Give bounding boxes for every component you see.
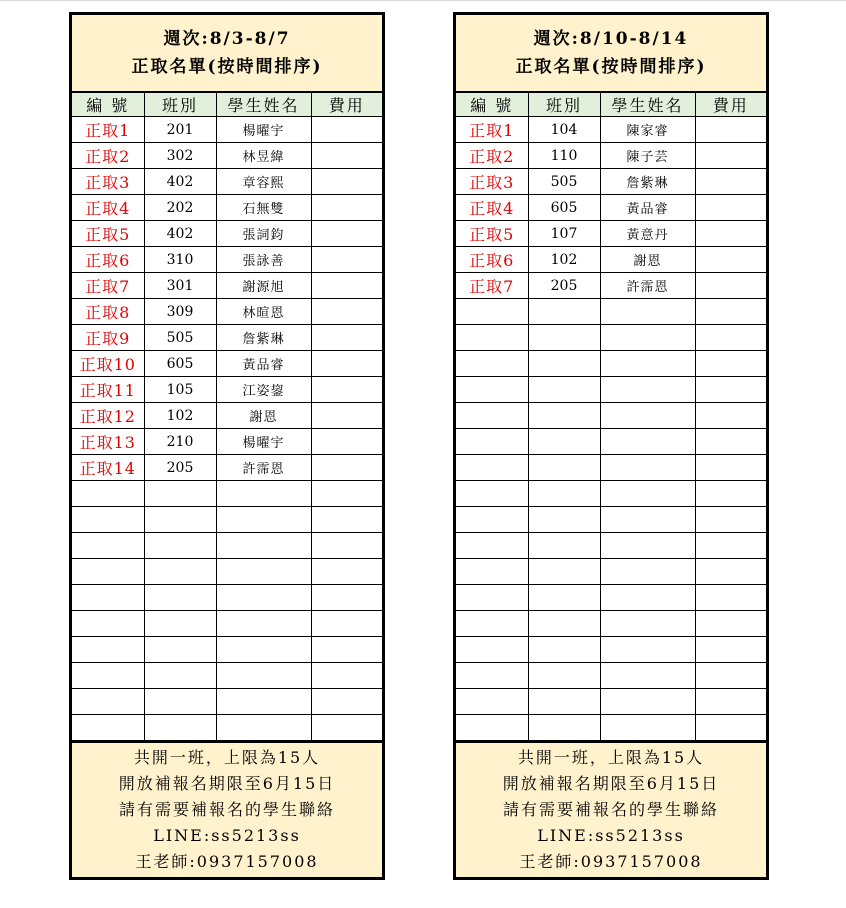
table-row	[456, 143, 766, 169]
cell-student-name	[600, 559, 695, 585]
cell-fee	[311, 325, 382, 351]
cell-student-name	[216, 611, 311, 637]
cell-number	[72, 611, 144, 637]
panel-header	[456, 15, 766, 93]
cell-fee	[695, 611, 766, 637]
table-row	[456, 689, 766, 715]
table-row	[72, 507, 382, 533]
table-row	[72, 481, 382, 507]
cell-fee	[311, 377, 382, 403]
cell-class	[144, 663, 216, 689]
cell-fee	[695, 143, 766, 169]
cell-number	[456, 403, 528, 429]
cell-number: 正取5	[72, 221, 144, 247]
cell-class: 205	[144, 455, 216, 481]
cell-fee	[695, 429, 766, 455]
footer-phone: 王老師:0937157008	[135, 852, 319, 871]
panel-header	[72, 15, 382, 93]
table-row	[456, 299, 766, 325]
cell-class: 104	[528, 117, 600, 143]
cell-class: 505	[528, 169, 600, 195]
table-row	[456, 221, 766, 247]
cell-fee	[695, 221, 766, 247]
cell-number	[72, 481, 144, 507]
table-row	[72, 533, 382, 559]
table-row	[456, 455, 766, 481]
cell-fee	[311, 689, 382, 715]
cell-fee	[695, 663, 766, 689]
cell-student-name	[600, 715, 695, 741]
cell-fee	[311, 247, 382, 273]
footer-line-id: LINE:ss5213ss	[537, 826, 685, 845]
cell-class: 210	[144, 429, 216, 455]
cell-student-name: 許霈恩	[600, 273, 695, 299]
cell-fee	[311, 169, 382, 195]
cell-fee	[695, 325, 766, 351]
table-row	[456, 559, 766, 585]
cell-class: 505	[144, 325, 216, 351]
table-row	[72, 299, 382, 325]
cell-fee	[311, 273, 382, 299]
cell-student-name	[216, 481, 311, 507]
table-row	[456, 351, 766, 377]
cell-fee	[695, 403, 766, 429]
table-row	[456, 117, 766, 143]
cell-number: 正取14	[72, 455, 144, 481]
cell-number	[72, 585, 144, 611]
cell-class	[528, 351, 600, 377]
cell-student-name	[600, 533, 695, 559]
cell-fee	[695, 247, 766, 273]
cell-number	[456, 689, 528, 715]
cell-fee	[695, 481, 766, 507]
table-row	[72, 663, 382, 689]
cell-class: 105	[144, 377, 216, 403]
cell-fee	[695, 377, 766, 403]
col-class: 班別	[528, 93, 600, 117]
week-title: 週次:8/10-8/14	[533, 29, 689, 49]
col-student-name: 學生姓名	[600, 93, 695, 117]
cell-student-name	[600, 429, 695, 455]
cell-fee	[311, 455, 382, 481]
cell-class	[528, 611, 600, 637]
cell-class	[528, 377, 600, 403]
cell-number	[456, 325, 528, 351]
cell-student-name: 詹紫琳	[216, 325, 311, 351]
cell-fee	[311, 585, 382, 611]
cell-number	[456, 585, 528, 611]
table-row	[72, 143, 382, 169]
cell-class	[528, 715, 600, 741]
cell-student-name: 楊曜宇	[216, 117, 311, 143]
cell-number: 正取11	[72, 377, 144, 403]
cell-fee	[695, 169, 766, 195]
table-row	[72, 195, 382, 221]
table-row	[72, 117, 382, 143]
cell-student-name: 章容熙	[216, 169, 311, 195]
cell-fee	[695, 585, 766, 611]
cell-student-name: 林暄恩	[216, 299, 311, 325]
cell-number	[72, 559, 144, 585]
cell-number: 正取1	[456, 117, 528, 143]
cell-student-name	[600, 455, 695, 481]
table-row	[72, 403, 382, 429]
cell-class	[144, 689, 216, 715]
cell-class	[144, 611, 216, 637]
footer-capacity: 共開一班，上限為15人	[133, 748, 321, 767]
cell-class: 402	[144, 169, 216, 195]
footer-phone: 王老師:0937157008	[519, 852, 703, 871]
cell-fee	[695, 117, 766, 143]
cell-student-name	[600, 689, 695, 715]
col-class: 班別	[144, 93, 216, 117]
cell-class: 309	[144, 299, 216, 325]
cell-number	[456, 559, 528, 585]
col-number: 編 號	[456, 93, 528, 117]
column-header-row	[456, 93, 766, 117]
panel-footer	[456, 740, 766, 877]
table-row	[456, 195, 766, 221]
cell-class	[144, 715, 216, 741]
panel-footer	[72, 740, 382, 877]
table-row	[456, 403, 766, 429]
cell-student-name: 林昱緯	[216, 143, 311, 169]
cell-student-name	[216, 689, 311, 715]
cell-class	[144, 507, 216, 533]
cell-student-name: 張詞鈞	[216, 221, 311, 247]
cell-student-name: 楊曜宇	[216, 429, 311, 455]
cell-class: 201	[144, 117, 216, 143]
cell-class	[144, 637, 216, 663]
cell-class	[528, 481, 600, 507]
cell-number	[456, 663, 528, 689]
table-row	[456, 533, 766, 559]
cell-number	[456, 507, 528, 533]
cell-number: 正取6	[72, 247, 144, 273]
cell-student-name	[600, 351, 695, 377]
cell-class	[528, 559, 600, 585]
table-row	[456, 637, 766, 663]
cell-student-name	[216, 585, 311, 611]
table-row	[456, 273, 766, 299]
cell-student-name	[216, 715, 311, 741]
cell-student-name	[600, 299, 695, 325]
cell-fee	[311, 299, 382, 325]
cell-class: 205	[528, 273, 600, 299]
footer-deadline: 開放補報名期限至6月15日	[502, 774, 720, 793]
cell-class: 310	[144, 247, 216, 273]
cell-student-name	[216, 533, 311, 559]
cell-number	[456, 611, 528, 637]
cell-fee	[311, 351, 382, 377]
cell-student-name: 江姿鋆	[216, 377, 311, 403]
table-row	[72, 351, 382, 377]
cell-fee	[311, 221, 382, 247]
cell-number: 正取4	[456, 195, 528, 221]
cell-number: 正取3	[456, 169, 528, 195]
cell-number: 正取9	[72, 325, 144, 351]
cell-number: 正取2	[72, 143, 144, 169]
cell-fee	[311, 403, 382, 429]
cell-student-name	[600, 377, 695, 403]
table-row	[72, 715, 382, 741]
cell-student-name	[216, 507, 311, 533]
roster-table	[72, 93, 382, 740]
table-row	[72, 429, 382, 455]
cell-student-name: 黃品睿	[216, 351, 311, 377]
cell-fee	[695, 507, 766, 533]
table-row	[72, 169, 382, 195]
week-panel-1	[69, 12, 385, 880]
cell-number: 正取2	[456, 143, 528, 169]
cell-student-name	[216, 559, 311, 585]
cell-fee	[311, 715, 382, 741]
cell-number: 正取10	[72, 351, 144, 377]
cell-class	[528, 533, 600, 559]
cell-student-name	[600, 507, 695, 533]
table-row	[72, 273, 382, 299]
cell-number: 正取12	[72, 403, 144, 429]
cell-student-name: 謝恩	[600, 247, 695, 273]
roster-table	[456, 93, 766, 740]
cell-fee	[695, 689, 766, 715]
cell-fee	[695, 637, 766, 663]
cell-number: 正取6	[456, 247, 528, 273]
cell-fee	[311, 533, 382, 559]
cell-number	[456, 637, 528, 663]
list-subtitle: 正取名單(按時間排序)	[515, 57, 707, 77]
cell-number	[456, 299, 528, 325]
cell-class	[528, 325, 600, 351]
cell-class	[528, 507, 600, 533]
cell-number: 正取1	[72, 117, 144, 143]
table-row	[456, 169, 766, 195]
cell-student-name: 謝恩	[216, 403, 311, 429]
cell-class	[144, 559, 216, 585]
cell-number: 正取13	[72, 429, 144, 455]
cell-number: 正取8	[72, 299, 144, 325]
cell-class: 110	[528, 143, 600, 169]
footer-contact-note: 請有需要補報名的學生聯絡	[118, 800, 335, 819]
cell-student-name: 許霈恩	[216, 455, 311, 481]
footer-deadline: 開放補報名期限至6月15日	[118, 774, 336, 793]
cell-class: 605	[528, 195, 600, 221]
cell-number	[456, 429, 528, 455]
cell-class: 102	[528, 247, 600, 273]
cell-student-name	[216, 663, 311, 689]
table-row	[456, 325, 766, 351]
cell-class: 402	[144, 221, 216, 247]
cell-fee	[695, 533, 766, 559]
cell-student-name: 黃意丹	[600, 221, 695, 247]
cell-number	[456, 481, 528, 507]
cell-number: 正取4	[72, 195, 144, 221]
cell-class	[528, 689, 600, 715]
cell-fee	[695, 715, 766, 741]
table-row	[456, 481, 766, 507]
cell-class: 605	[144, 351, 216, 377]
cell-student-name	[600, 611, 695, 637]
table-row	[456, 247, 766, 273]
cell-number	[456, 455, 528, 481]
cell-fee	[311, 637, 382, 663]
cell-class: 202	[144, 195, 216, 221]
cell-fee	[311, 429, 382, 455]
list-subtitle: 正取名單(按時間排序)	[131, 57, 323, 77]
cell-student-name: 陳子芸	[600, 143, 695, 169]
table-row	[72, 221, 382, 247]
cell-fee	[311, 663, 382, 689]
table-row	[72, 585, 382, 611]
table-row	[72, 377, 382, 403]
cell-fee	[695, 273, 766, 299]
table-row	[456, 377, 766, 403]
cell-number	[72, 689, 144, 715]
col-student-name: 學生姓名	[216, 93, 311, 117]
cell-student-name	[600, 325, 695, 351]
cell-class	[144, 481, 216, 507]
cell-class	[144, 533, 216, 559]
cell-student-name: 謝源旭	[216, 273, 311, 299]
cell-number: 正取5	[456, 221, 528, 247]
cell-number: 正取7	[72, 273, 144, 299]
cell-student-name: 詹紫琳	[600, 169, 695, 195]
cell-class: 107	[528, 221, 600, 247]
table-row	[456, 507, 766, 533]
cell-number	[72, 715, 144, 741]
cell-class	[528, 299, 600, 325]
cell-fee	[695, 455, 766, 481]
footer-capacity: 共開一班，上限為15人	[517, 748, 705, 767]
column-header-row	[72, 93, 382, 117]
cell-fee	[695, 195, 766, 221]
footer-contact-note: 請有需要補報名的學生聯絡	[502, 800, 719, 819]
cell-fee	[311, 559, 382, 585]
cell-class	[144, 585, 216, 611]
cell-class	[528, 663, 600, 689]
week-title: 週次:8/3-8/7	[163, 29, 291, 49]
cell-fee	[695, 299, 766, 325]
footer-line-id: LINE:ss5213ss	[153, 826, 301, 845]
table-row	[72, 611, 382, 637]
cell-fee	[311, 481, 382, 507]
cell-student-name: 石無雙	[216, 195, 311, 221]
cell-fee	[695, 351, 766, 377]
cell-class	[528, 403, 600, 429]
cell-number	[456, 715, 528, 741]
cell-class	[528, 429, 600, 455]
cell-student-name	[600, 481, 695, 507]
table-row	[72, 559, 382, 585]
cell-fee	[695, 559, 766, 585]
table-row	[456, 715, 766, 741]
cell-fee	[311, 611, 382, 637]
table-row	[456, 611, 766, 637]
col-fee: 費用	[695, 93, 766, 117]
cell-fee	[311, 117, 382, 143]
table-row	[72, 325, 382, 351]
table-row	[72, 455, 382, 481]
cell-student-name: 陳家睿	[600, 117, 695, 143]
cell-class	[528, 637, 600, 663]
col-fee: 費用	[311, 93, 382, 117]
cell-number: 正取7	[456, 273, 528, 299]
col-number: 編 號	[72, 93, 144, 117]
cell-class	[528, 585, 600, 611]
cell-class: 301	[144, 273, 216, 299]
week-panel-2	[453, 12, 769, 880]
cell-number	[72, 533, 144, 559]
table-row	[456, 429, 766, 455]
cell-number	[456, 533, 528, 559]
table-row	[456, 585, 766, 611]
cell-number: 正取3	[72, 169, 144, 195]
table-row	[72, 247, 382, 273]
table-row	[72, 637, 382, 663]
cell-fee	[311, 143, 382, 169]
cell-class	[528, 455, 600, 481]
cell-class: 302	[144, 143, 216, 169]
cell-number	[456, 377, 528, 403]
cell-student-name: 張詠善	[216, 247, 311, 273]
cell-student-name	[216, 637, 311, 663]
cell-student-name	[600, 403, 695, 429]
cell-fee	[311, 195, 382, 221]
cell-number	[456, 351, 528, 377]
cell-student-name: 黃品睿	[600, 195, 695, 221]
cell-number	[72, 637, 144, 663]
cell-student-name	[600, 637, 695, 663]
cell-student-name	[600, 585, 695, 611]
cell-student-name	[600, 663, 695, 689]
cell-class: 102	[144, 403, 216, 429]
top-divider	[0, 0, 846, 1]
cell-number	[72, 507, 144, 533]
table-row	[456, 663, 766, 689]
cell-number	[72, 663, 144, 689]
table-row	[72, 689, 382, 715]
cell-fee	[311, 507, 382, 533]
